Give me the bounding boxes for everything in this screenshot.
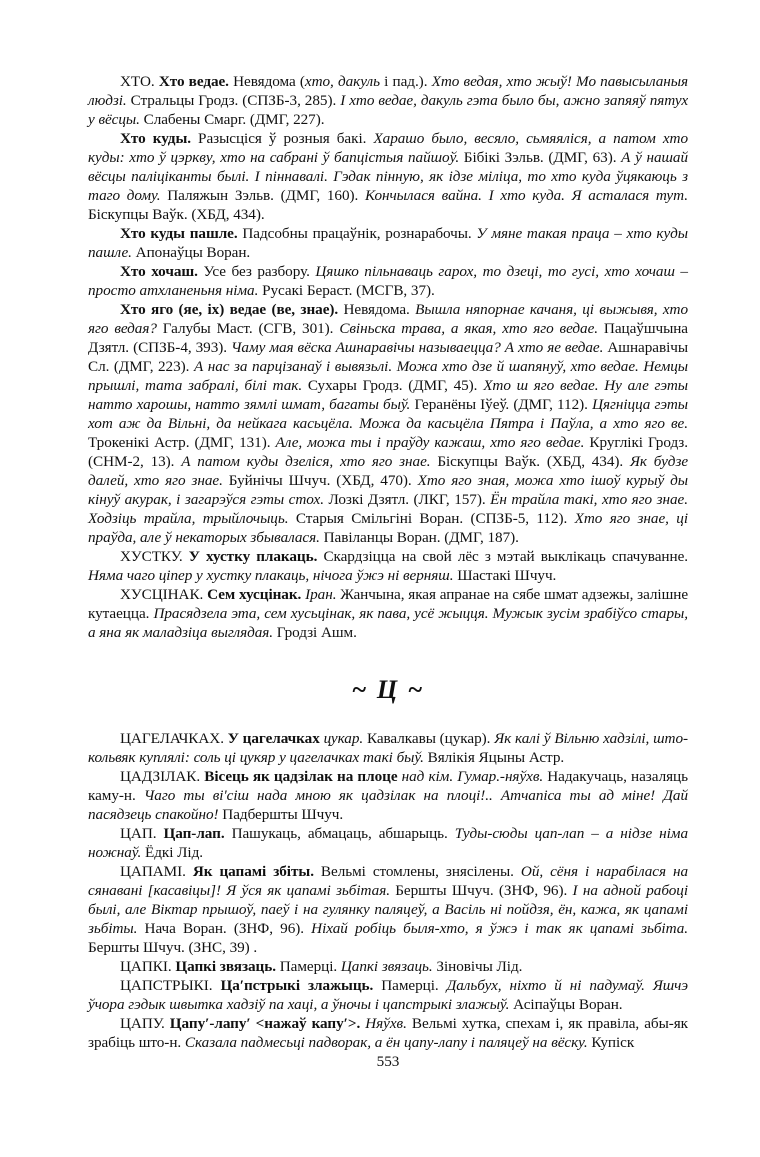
example-text: Туды-сюды цап-лап – а нідзе німа ножнаў. — [88, 825, 688, 861]
example-text: Цапкі звязаць. — [340, 958, 433, 975]
dictionary-entry — [88, 1014, 688, 1052]
example-text: Чаго ты віʹсіш нада мною як цадзілак на плоці!.. Атчапіса ты ад міне! Дай пасядзець спакойно! — [88, 787, 688, 823]
example-text: Дальбух, ніхто й ні падумаў. Яшчэ ўчора гэдык швыткa хадзіў па хаці, а ўночы і цапстрыкі злажыў. — [88, 977, 689, 1013]
dictionary-entry — [88, 224, 688, 262]
example-text: Сказала падмесьці падворак, а ён цапу-лапу і паляцеў на вёску. — [184, 1034, 588, 1051]
dictionary-entry — [88, 729, 688, 767]
entries-section-h — [88, 72, 688, 642]
headword-phrase: Сем хусцінак. — [207, 586, 302, 603]
entry-text: ЦАДЗІЛАК. — [120, 768, 205, 785]
dictionary-entry — [88, 976, 688, 1014]
headword-phrase: У хустку плакаць. — [188, 548, 318, 565]
entry-text: Гродзі Ашм. — [273, 624, 357, 641]
entry-text: Бібікі Зэльв. (ДМГ, 63). — [459, 149, 622, 166]
dictionary-entry — [88, 129, 688, 224]
example-text: Як калі ў Вільню хадзілі, што-кольвяк куплялі: соль ці цукяр у цагелачках такі быў. — [88, 730, 689, 766]
example-text: Няўхв. — [365, 1015, 407, 1032]
dictionary-entry — [88, 262, 688, 300]
example-text: Хто ведая, хто жыў! Мо павысыланыя людзі. — [88, 73, 688, 109]
headword-phrase: Цапуʹ-лапуʹ <нажаў капуʹ>. — [169, 1015, 361, 1032]
entry-text: Павіланцы Воран. (ДМГ, 187). — [319, 529, 519, 546]
entry-text: Буйнічы Шчуч. (ХБД, 470). — [222, 472, 418, 489]
example-text: Іран. — [305, 586, 337, 603]
headword-phrase: Хто хочаш. — [120, 263, 198, 280]
entry-text: Пашукаць, абмацаць, абшарыць. — [224, 825, 455, 842]
example-text: Ён трайла такі, хто яго знае. Ходзіць трайла, трыйлочыць. — [88, 491, 688, 527]
entry-text: Падбершты Шчуч. — [218, 806, 344, 823]
dictionary-entry — [88, 824, 688, 862]
example-text: Чаму мая вёска Ашнаравічы называецца? А хто яе ведае. — [231, 339, 604, 356]
dictionary-entry — [88, 585, 688, 642]
example-text: Цягніцца гэты хот аж да Вільні, да нейкага касьцёла. Можа да касьцёла Пятра і Паўла, а хто яго ве. — [88, 396, 688, 432]
example-text: Харашо было, весяло, сьмяяліся, а патом хто куды: хто ў цэркву, хто на сабрані ў бапцістыя пайшоў. — [88, 130, 688, 166]
entry-text: і пад.). — [379, 73, 432, 90]
entry-text: ЦАГЕЛАЧКАХ. — [120, 730, 228, 747]
entry-text: Геранёны Іўеў. (ДМГ, 112). — [410, 396, 593, 413]
entry-text: Вялікія Яцыны Астр. — [423, 749, 565, 766]
entry-text: Кавалкавы (цукар). — [363, 730, 495, 747]
example-text: Як будзе далей, хто яго знае. — [88, 453, 689, 489]
entry-text: ЦАПУ. — [120, 1015, 170, 1032]
entry-text: Ёдкі Лід. — [141, 844, 203, 861]
dictionary-entry — [88, 767, 688, 824]
example-text: Няма чаго ціпер у хустку плакаць, нічога ўжэ ні верняш. — [88, 567, 454, 584]
dictionary-entry — [88, 547, 688, 585]
entry-text: ЦАПКІ. — [120, 958, 176, 975]
entry-text: ЦАПСТРЫКІ. — [120, 977, 221, 994]
entry-text: Паляжын Зэльв. (ДМГ, 160). — [160, 187, 365, 204]
dictionary-entry — [88, 957, 688, 976]
headword-phrase: У цагелачках — [227, 730, 320, 747]
letter-heading: ~ Ц ~ — [351, 675, 425, 704]
example-text: Кончылася вайна. І хто куда. Я асталася тут. — [364, 187, 688, 204]
example-text: А нас за парцізанаў і вывязьлі. Можа хто дзе й шапянуў, хто ведае. Немцы прышлі, тата забралі, білі так. — [88, 358, 688, 394]
entry-text: Лозкі Дзятл. (ЛКГ, 157). — [323, 491, 491, 508]
entry-text: Купіск — [587, 1034, 635, 1051]
entry-text: Слабены Смарг. (ДМГ, 227). — [139, 111, 325, 128]
entry-text: Бершты Шчуч. (ЗНС, 39) . — [88, 939, 258, 956]
example-text: Цяшко пільнаваць гарох, то дзеці, то гусі, хто хочаш – просто атхланеньня німа. — [88, 263, 688, 299]
example-text: Прасядзела эта, сем хусьцінак, як пава, усё жыцця. Мужык зусім зрабіўсо стары, а яна як маладзіца выглядая. — [88, 605, 689, 641]
example-text: А ў нашай вёсцы паліціканты былі. І піннавалі. Гэдак пінную, як ідзе міліца, то хто куда ўцякаюць з таго дому. — [88, 149, 688, 204]
entry-text: Вельмі хутка, спехам і, як правіла, абы-як зрабіць што-н. — [88, 1015, 688, 1051]
entry-text: Памерці. — [275, 958, 341, 975]
entry-text: Сухары Гродз. (ДМГ, 45). — [302, 377, 484, 394]
example-text: І на адной рабоці былі, але Віктар прышоў, паеў і на гулянку паляцеў, а Васіль ні пойдзя, ён, кажа, як цапамі зьбіты. — [88, 882, 688, 937]
entry-text: ЦАП. — [120, 825, 164, 842]
headword-phrase: Цаʹпстрыкі злажыць. — [220, 977, 374, 994]
entry-text: Невядома. — [338, 301, 416, 318]
entry-text: Невядома ( — [228, 73, 305, 90]
entry-text: Круглікі Гродз. (СНМ-2, 13). — [88, 434, 689, 470]
example-text: Ніхай робіць быля-хто, я ўжэ і так як цапамі зьбіта. — [311, 920, 688, 937]
entry-text: Пацаўшчына Дзятл. (СПЗБ-4, 393). — [88, 320, 688, 356]
dictionary-entry — [88, 300, 688, 547]
example-text: хто, дакуль — [304, 73, 380, 90]
entry-text: Трокенікі Астр. (ДМГ, 131). — [88, 434, 276, 451]
entry-text: Нача Воран. (ЗНФ, 96). — [137, 920, 312, 937]
example-text: І хто ведае, дакуль гэта было бы, ажно запяяў пятух у вёсцы. — [88, 92, 689, 128]
entry-text: Скардзіцца на свой лёс з мэтай выклікаць спачуванне. — [317, 548, 689, 565]
entry-text: Разысціся ў розныя бакі. — [191, 130, 374, 147]
headword-phrase: Цап-лап. — [163, 825, 225, 842]
dictionary-entry — [88, 862, 688, 957]
entry-text: Надакучаць, назаляць каму-н. — [88, 768, 688, 804]
headword-phrase: Як цапамі збіты. — [192, 863, 314, 880]
example-text: Хто яго зная, можа хто ішоў курыў ды кінуў акурак, і загарэўся гэты стох. — [88, 472, 688, 508]
headword-phrase: Цапкі звязаць. — [175, 958, 276, 975]
headword-phrase: Хто ведае. — [158, 73, 229, 90]
example-text: У мяне такая праца – хто куды пашле. — [88, 225, 688, 261]
example-text: Але, можа ты і праўду кажаш, хто яго ведае. — [275, 434, 585, 451]
example-text: Ой, сёня і нарабілася на сянавані [касавіцы]! Я ўся як цапамі зьбітая. — [88, 863, 688, 899]
example-text: Вышла няпорнае качаня, ці выжывя, хто яго ведая? — [88, 301, 688, 337]
entry-text: ХТО. — [120, 73, 159, 90]
entry-text: Вельмі стомлены, знясілены. — [313, 863, 521, 880]
entry-text: Памерці. — [373, 977, 447, 994]
headword-phrase: Вісець як цадзілак на плоце — [204, 768, 398, 785]
entry-text: Стральцы Гродз. (СПЗБ-3, 285). — [126, 92, 341, 109]
entry-text: ЦАПАМІ. — [120, 863, 193, 880]
entry-text: Бершты Шчуч. (ЗНФ, 96). — [389, 882, 573, 899]
example-text: Хто яго знае, ці праўда, але ў некаторых збывалася. — [88, 510, 688, 546]
entry-text: Русакі Бераст. (МСГВ, 37). — [258, 282, 435, 299]
entry-text: Біскупцы Ваўк. (ХБД, 434). — [88, 206, 265, 223]
entry-text: Шастакі Шчуч. — [453, 567, 557, 584]
dictionary-page — [88, 72, 688, 1071]
headword-phrase: Хто куды пашле. — [120, 225, 238, 242]
headword-phrase: Хто куды. — [120, 130, 191, 147]
entry-text: ХУСТКУ. — [120, 548, 189, 565]
example-text: Хто ш яго ведае. Ну але гэты натто харошы, натто зямлі шмат, багаты быў. — [88, 377, 688, 413]
entry-text: Усе без разбору. — [197, 263, 316, 280]
headword-phrase: Хто яго (яе, іх) ведае (ве, знае). — [120, 301, 339, 318]
entry-text: Старыя Смільгіні Воран. (СПЗБ-5, 112). — [288, 510, 575, 527]
example-text: цукар. — [323, 730, 364, 747]
entry-text: Біскупцы Ваўк. (ХБД, 434). — [430, 453, 630, 470]
entry-text: Жанчына, якая апранае на сябе шмат адзежы, залішне кутаецца. — [88, 586, 689, 622]
entry-text: ХУСЦІНАК. — [120, 586, 208, 603]
entry-text: Ашнаравічы Сл. (ДМГ, 223). — [88, 339, 688, 375]
entry-text: Асіпаўцы Воран. — [509, 996, 623, 1013]
example-text: над кім. Гумар.-няўхв. — [401, 768, 544, 785]
dictionary-entry — [88, 72, 688, 129]
page-number: 553 — [376, 1053, 400, 1070]
entries-section-ts — [88, 729, 688, 1052]
entry-text: Апонаўцы Воран. — [131, 244, 251, 261]
entry-text: Зіновічы Лід. — [432, 958, 523, 975]
example-text: А патом куды дзеліся, хто яго знае. — [181, 453, 431, 470]
example-text: Свіньска трава, а якая, хто яго ведае. — [339, 320, 599, 337]
entry-text: Падсобны працаўнік, рознарабочы. — [237, 225, 477, 242]
entry-text: Галубы Маст. (СГВ, 301). — [156, 320, 340, 337]
